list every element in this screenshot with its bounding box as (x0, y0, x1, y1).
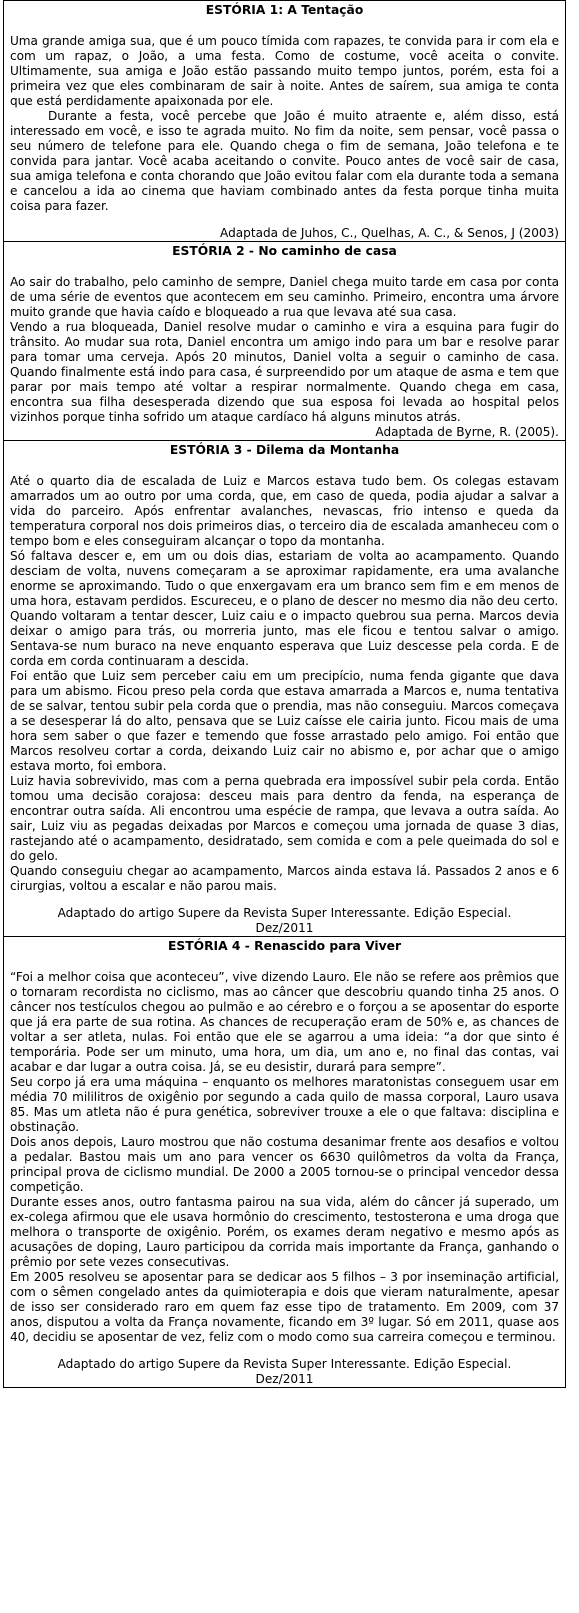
paragraph: Ao sair do trabalho, pelo caminho de sempre, Daniel chega muito tarde em casa por conta de uma série de eventos que acontecem em seu caminho. Primeiro, encontra uma árvore muito grande que havia caído e bloqueado a rua que levava até sua casa. (10, 275, 559, 319)
story-title: ESTÓRIA 4 - Renascido para Viver (167, 939, 402, 953)
paragraph: Vendo a rua bloqueada, Daniel resolve mudar o caminho e vira a esquina para fugir do trânsito. Ao mudar sua rota, Daniel encontra um amigo indo para um bar e resolve parar para tomar uma cerveja. Após 20 minutos, Daniel volta a seguir o caminho de casa. Quando finalmente está indo para casa, é surpreendido por um ataque de asma e tem que parar por mais tempo até voltar a respirar normalmente. Quando chega em casa, encontra sua filha desesperada dizendo que sua esposa foi levada ao hospital pelos vizinhos porque tinha sofrido um ataque cardíaco há alguns minutos atrás. (10, 320, 559, 424)
paragraph: “Foi a melhor coisa que aconteceu”, vive dizendo Lauro. Ele não se refere aos prêmios que o tornaram recordista no ciclismo, mas ao câncer que descobriu quando tinha 25 anos. O câncer nos testículos chegou ao pulmão e ao cérebro e o forçou a se aposentar do esporte que já era parte de sua rotina. As chances de recuperação eram de 50% e, as chances de voltar a ser atleta, nulas. Foi então que ele se agarrou a uma ideia: “a dor que sinto é temporária. Pode ser um minuto, uma hora, um dia, um ano e, no final das contas, vai acabar e dar lugar a outra coisa. Já, se eu desistir, durará para sempre”. (10, 970, 559, 1074)
source-line: Adaptado do artigo Supere da Revista Super Interessante. Edição Especial. (57, 906, 512, 920)
paragraph: Dois anos depois, Lauro mostrou que não costuma desanimar frente aos desafios e voltou a pedalar. Bastou mais um ano para vencer os 6630 quilômetros da volta da França, principal prova de ciclismo mundial. De 2000 a 2005 tornou-se o principal vencedor dessa competição. (10, 1135, 559, 1194)
story-body (4, 970, 565, 1345)
paragraph: Foi então que Luiz sem perceber caiu em um precipício, numa fenda gigante que dava para um abismo. Ficou preso pela corda que estava amarrada a Marcos e, numa tentativa de se salvar, tentou subir pela corda que o prendia, mas não conseguiu. Marcos começava a se desesperar lá do alto, pensava que se Luiz caísse ele cairia junto. Ficou mais de uma hora sem saber o que fazer e temendo que fosse arrastado pelo amigo. Foi então que Marcos resolveu cortar a corda, deixando Luiz cair no abismo e, por achar que o amigo estava morto, foi embora. (10, 669, 559, 773)
story-3 (4, 440, 565, 936)
story-title: ESTÓRIA 2 - No caminho de casa (172, 244, 397, 258)
paragraph: Só faltava descer e, em um ou dois dias, estariam de volta ao acampamento. Quando desciam de volta, nuvens começaram a se aproximar rapidamente, era uma avalanche enorme se aproximando. Tudo o que enxergavam era um branco sem fim e em menos de uma hora, estavam perdidos. Escureceu, e o plano de descer no mesmo dia não deu certo. (10, 549, 559, 608)
paragraph: Luiz havia sobrevivido, mas com a perna quebrada era impossível subir pela corda. Então tomou uma decisão corajosa: desceu mais para dentro da fenda, na esperança de encontrar outra saída. Ali encontrou uma espécie de rampa, que levava a outra saída. Ao sair, Luiz viu as pegadas deixadas por Marcos e começou uma jornada de quase 3 dias, rastejando até o acampamento, desidratado, sem comida e com a pele queimada do sol e do gelo. (10, 774, 559, 863)
paragraph: Durante esses anos, outro fantasma pairou na sua vida, além do câncer já superado, um ex-colega afirmou que ele usava hormônio do crescimento, testosterona e uma droga que melhora o transporte de oxigênio. Porém, os exames deram negativo e mesmo após as acusações de doping, Lauro participou da corrida mais importante da França, ganhando o prêmio por sete vezes consecutivas. (10, 1195, 559, 1269)
story-source (4, 1357, 565, 1387)
story-4 (4, 936, 565, 1387)
paragraph: Durante a festa, você percebe que João é muito atraente e, além disso, está interessado em você, e isso te agrada muito. No fim da noite, sem pensar, você passa o seu número de telefone para ele. Quando chega o fim de semana, João telefona e te convida para jantar. Você acaba aceitando o convite. Pouco antes de você sair de casa, sua amiga telefona e conta chorando que João evitou falar com ela durante toda a semana e cancelou a ida ao cinema que haviam combinado antes da festa porque tinha muita coisa para fazer. (10, 109, 559, 213)
paragraph: Seu corpo já era uma máquina – enquanto os melhores maratonistas conseguem usar em média 70 mililitros de oxigênio por segundo a cada quilo de massa corporal, Lauro usava 85. Mas um atleta não é pura genética, sobreviver trouxe a ele o que faltava: disciplina e obstinação. (10, 1075, 559, 1134)
source-line: Adaptado do artigo Supere da Revista Super Interessante. Edição Especial. (57, 1357, 512, 1371)
stories-table (3, 0, 566, 1388)
paragraph: Em 2005 resolveu se aposentar para se dedicar aos 5 filhos – 3 por inseminação artificial, com o sêmen congelado antes da quimioterapia e dois que vieram naturalmente, apesar de isso ser considerado raro em quem faz esse tipo de tratamento. Em 2009, com 37 anos, disputou a volta da França novamente, ficando em 3º lugar. Só em 2011, quase aos 40, decidiu se aposentar de vez, feliz com o modo como sua carreira começou e terminou. (10, 1270, 559, 1344)
story-1 (4, 1, 565, 241)
paragraph: Quando voltaram a tentar descer, Luiz caiu e o impacto quebrou sua perna. Marcos devia deixar o amigo para trás, ou morreria junto, mas ele ficou e tentou salvar o amigo. Sentava-se num buraco na neve enquanto esperava que Luiz descesse pela corda. E de corda em corda continuaram a descida. (10, 609, 559, 668)
story-title: ESTÓRIA 3 - Dilema da Montanha (169, 443, 400, 457)
paragraph: Quando conseguiu chegar ao acampamento, Marcos ainda estava lá. Passados 2 anos e 6 cirurgias, voltou a escalar e não parou mais. (10, 864, 559, 893)
story-source: Adaptada de Byrne, R. (2005). (375, 425, 559, 439)
paragraph: Uma grande amiga sua, que é um pouco tímida com rapazes, te convida para ir com ela e com um rapaz, o João, a uma festa. Como de costume, você aceita o convite. Ultimamente, sua amiga e João estão passando muito tempo juntos, porém, esta foi a primeira vez que eles combinaram de sair à noite. Antes de saírem, sua amiga te conta que está perdidamente apaixonada por ele. (10, 34, 559, 108)
story-body (4, 34, 565, 214)
story-body (4, 474, 565, 894)
story-source (4, 906, 565, 936)
story-title: ESTÓRIA 1: A Tentação (205, 3, 364, 17)
story-body (4, 275, 565, 425)
paragraph: Até o quarto dia de escalada de Luiz e Marcos estava tudo bem. Os colegas estavam amarrados um ao outro por uma corda, que, em caso de queda, podia ajudar a salvar a vida do parceiro. Após enfrentar avalanches, nevascas, frio intenso e queda da temperatura corporal nos dois primeiros dias, o terceiro dia de escalada amanheceu com o tempo bom e eles conseguiram alcançar o topo da montanha. (10, 474, 559, 548)
story-2 (4, 241, 565, 440)
source-line: Dez/2011 (255, 921, 314, 935)
story-source: Adaptada de Juhos, C., Quelhas, A. C., & Senos, J (2003) (220, 226, 559, 240)
source-line: Dez/2011 (255, 1372, 314, 1386)
